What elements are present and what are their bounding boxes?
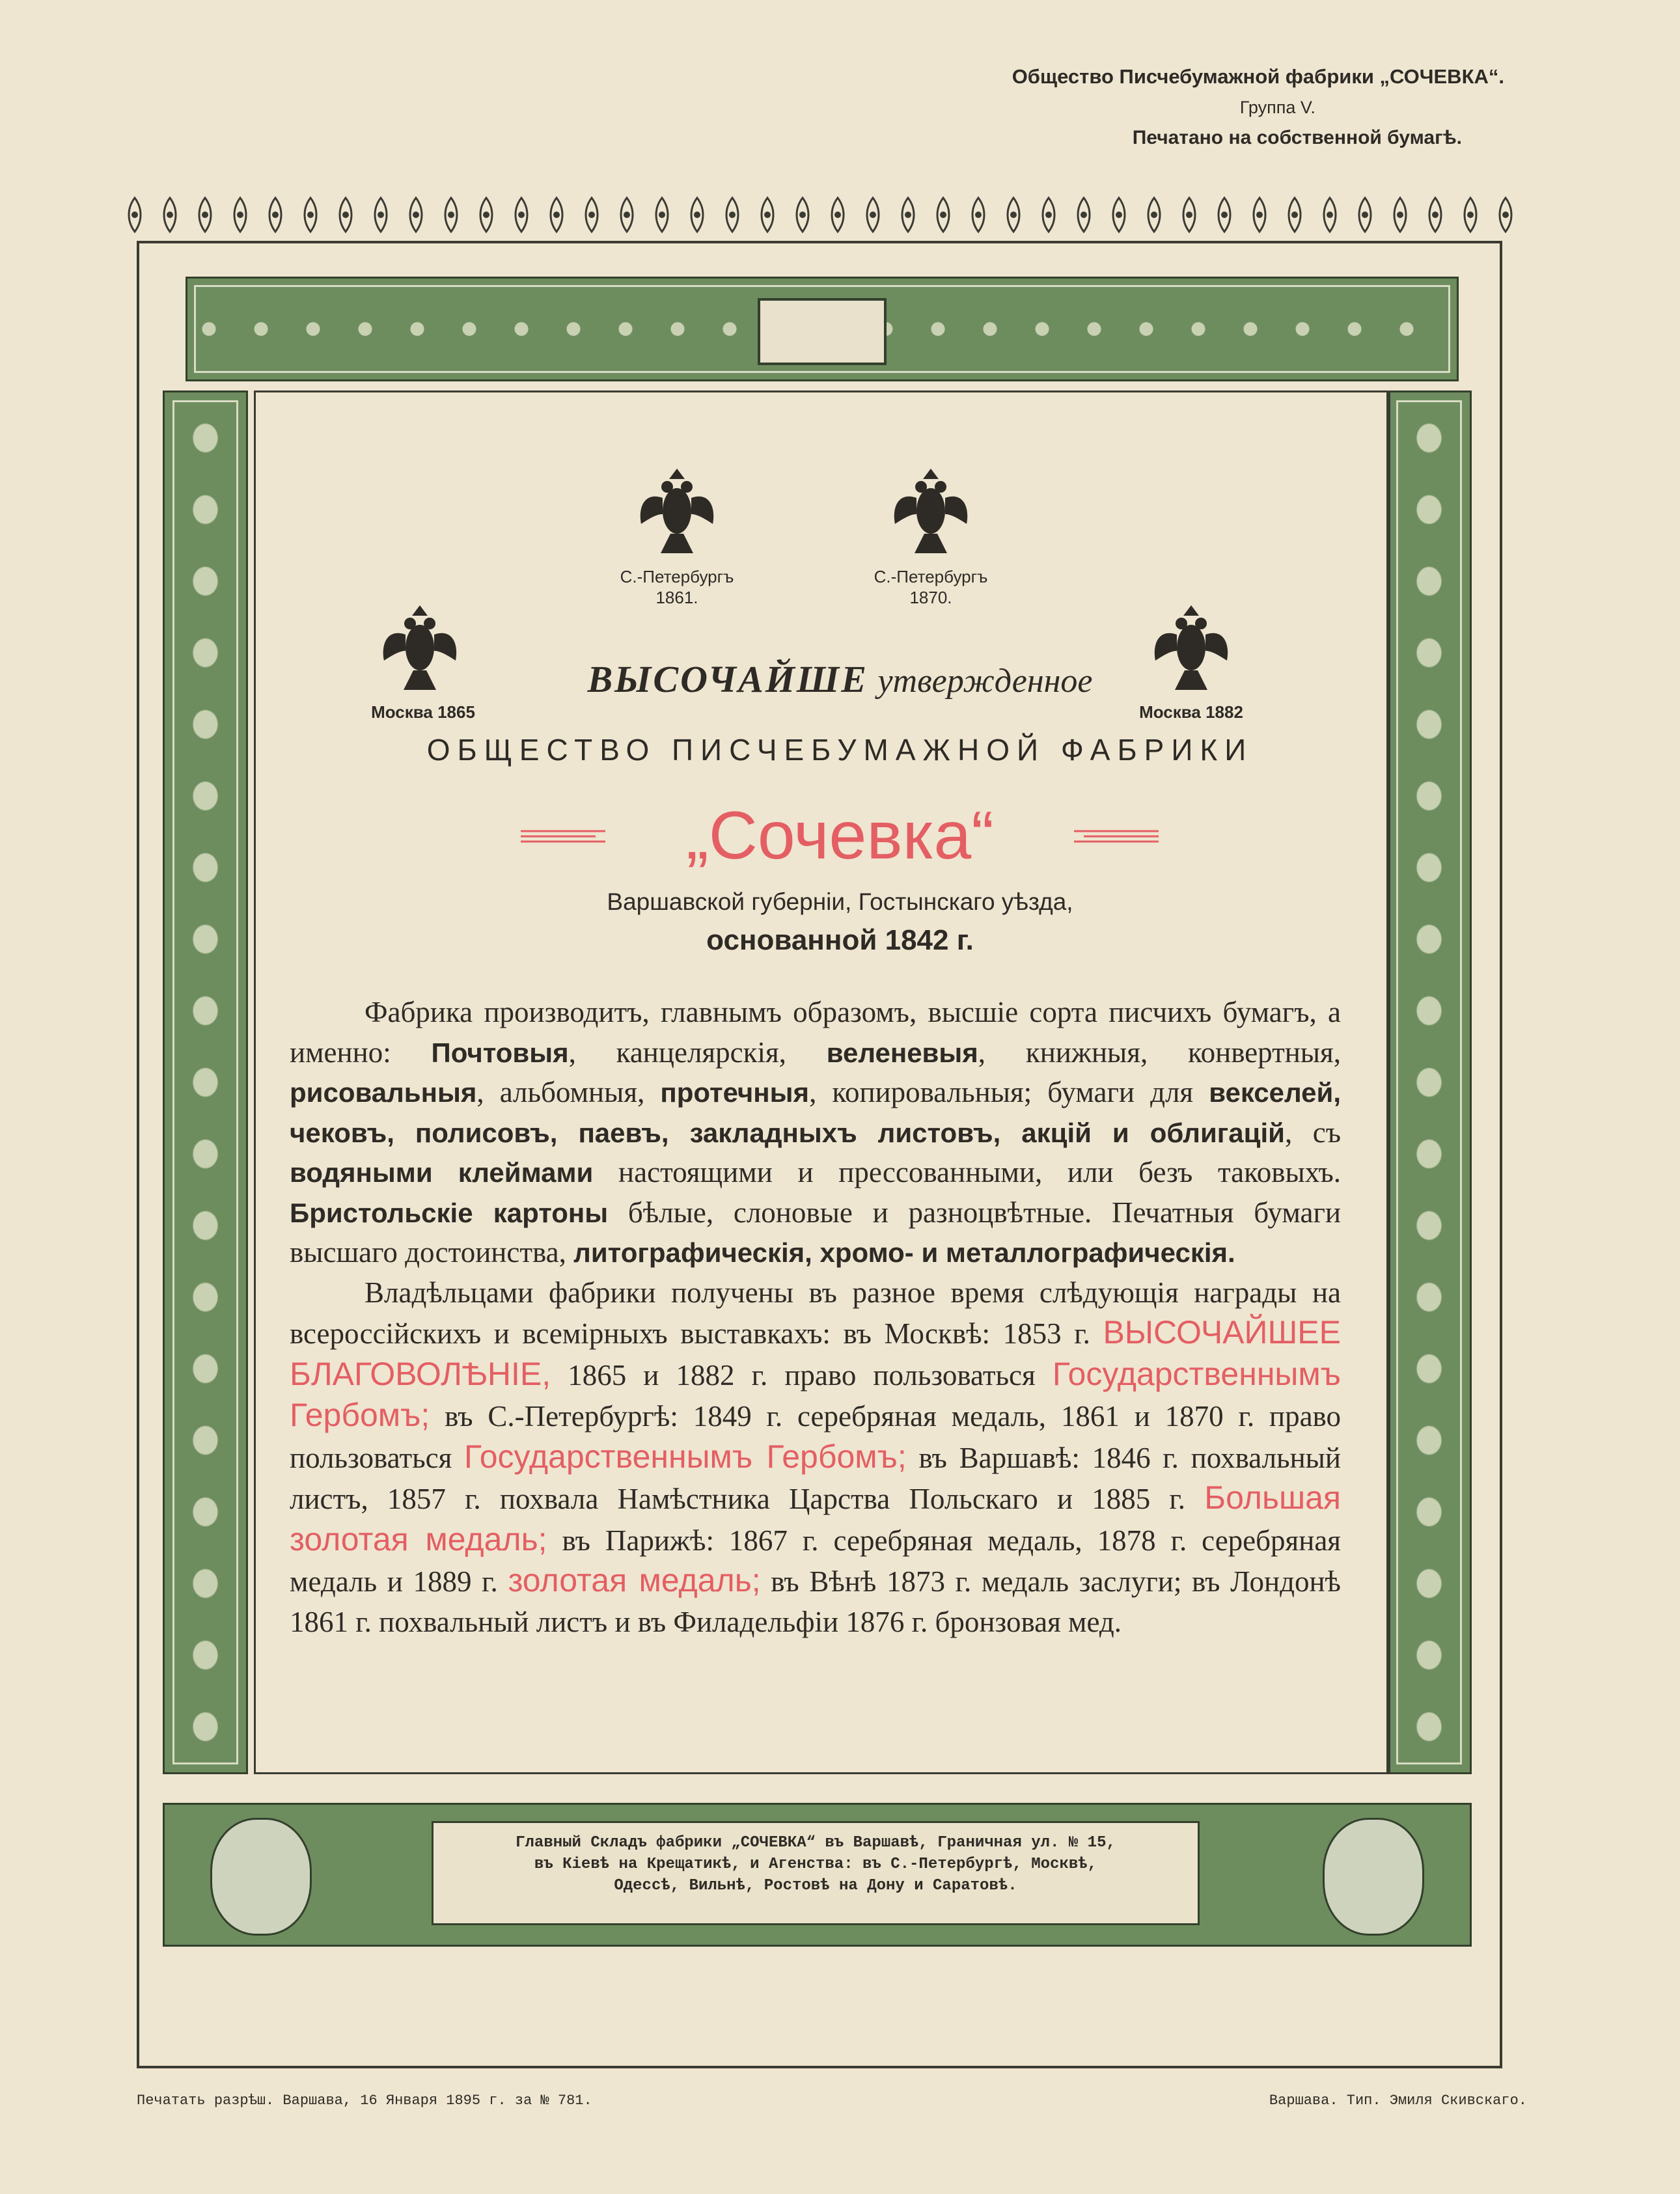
society-heading: ОБЩЕСТВО ПИСЧЕБУМАЖНОЙ ФАБРИКИ [426, 733, 1254, 767]
heading-lead: ВЫСОЧАЙШЕ [587, 658, 868, 700]
products-paragraph: Фабрика производитъ, главнымъ образомъ, высшіе сорта писчихъ бумагъ, а именно: Почтовыя, канцелярскія, веленевыя, книжныя, конвертныя, рисовальныя, альбомныя, протечныя, копировальныя; бумаги для векселей, чековъ, полисовъ, паевъ, закладныхъ листовъ, акцій и облигацій, съ водяными клеймами настоящими и прессованными, или безъ таковыхъ. Бристольскіе картоны бѣлые, слоновые и разноцвѣтные. Печатныя бумаги высшаго достоинства, литографическія, хромо- и металлографическія. [290, 996, 1342, 1268]
warehouse-line-3: Одессѣ, Вильнѣ, Ростовѣ на Дону и Саратовѣ. [614, 1877, 1017, 1895]
award-label-spb-1870: С.-Петербургъ 1870. [874, 567, 988, 607]
heading-rest: утвержденное [877, 663, 1093, 700]
right-flourish-icon [1071, 823, 1162, 849]
warehouse-line-1: Главный Складъ фабрики „СОЧЕВКА“ въ Варшавѣ, Граничная ул. № 15, [516, 1834, 1116, 1852]
eagle-emblem-spb-1870 [888, 462, 973, 560]
bottom-ornament-band [163, 1803, 1472, 1947]
award-label-moscow-1865: Москва 1865 [371, 702, 475, 722]
censor-note: Печатать разрѣш. Варшава, 16 Января 1895 г. за № 781. [137, 2092, 592, 2109]
ornament-crest-row [117, 195, 1517, 234]
award-label-spb-1861: С.-Петербургъ 1861. [620, 567, 734, 607]
warehouse-plaque [432, 1821, 1200, 1925]
imperial-approval-heading [0, 657, 1680, 701]
location-line: Варшавской губерніи, Гостынскаго уѣзда, [607, 888, 1073, 915]
company-line: Общество Писчебумажной фабрики „СОЧЕВКА“. [1012, 65, 1504, 88]
top-tablet [758, 298, 887, 365]
warehouse-line-2: въ Кіевѣ на Крещатикѣ, и Агенства: въ С.-Петербургѣ, Москвѣ, [534, 1856, 1097, 1873]
printed-line: Печатано на собственной бумагѣ. [1132, 127, 1462, 148]
eagle-emblem-spb-1861 [635, 462, 719, 560]
right-ornament-band [1386, 391, 1472, 1774]
award-label-moscow-1882: Москва 1882 [1139, 702, 1243, 722]
group-line: Группа V. [1239, 98, 1315, 117]
body-text [290, 993, 1341, 1642]
cherub-left-icon [210, 1818, 312, 1936]
left-ornament-band [163, 391, 248, 1774]
printer-note: Варшава. Тип. Эмиля Скивскаго. [1269, 2092, 1527, 2109]
cherub-right-icon [1323, 1818, 1424, 1936]
publisher-note [1012, 65, 1504, 149]
awards-paragraph: Владѣльцами фабрики получены въ разное время слѣдующія награды на всероссійскихъ и всемірныхъ выставкахъ: въ Москвѣ: 1853 г. ВЫСОЧАЙШЕЕ БЛАГОВОЛѢНІЕ, 1865 и 1882 г. право пользоваться Государственнымъ Гербомъ; въ С.-Петербургѣ: 1849 г. серебряная медаль, 1861 и 1870 г. право пользоваться Государственнымъ Гербомъ; въ Варшавѣ: 1846 г. похвальный листъ, 1857 г. похвала Намѣстника Царства Польскаго и 1885 г. Большая золотая медаль; въ Парижѣ: 1867 г. серебряная медаль, 1878 г. серебряная медаль и 1889 г. золотая медаль; въ Вѣнѣ 1873 г. медаль заслуги; въ Лондонѣ 1861 г. похвальный листъ и въ Филадельфіи 1876 г. бронзовая мед. [290, 1276, 1341, 1638]
founded-line: основанной 1842 г. [706, 924, 974, 956]
top-ornament-band [186, 277, 1459, 381]
brand-name: „Сочевка“ [686, 798, 994, 873]
